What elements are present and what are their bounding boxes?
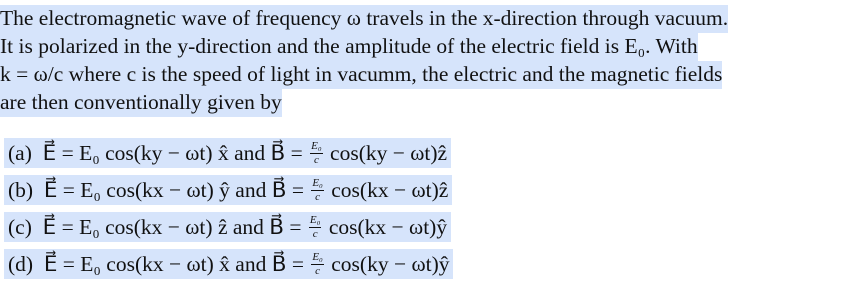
electric-field-expression: E⃗ = E₀ cos(ky − ωt) x̂ [42, 141, 229, 165]
fraction-numerator: E₀ [311, 139, 322, 152]
fraction-denominator: c [312, 227, 318, 240]
option-label: (a) [8, 141, 32, 165]
option-c[interactable] [4, 212, 844, 249]
amplitude-fraction [311, 252, 324, 277]
option-a[interactable] [4, 138, 844, 175]
question-line-text: The electromagnetic wave of frequency ω travels in the x-direction through vacuum. [0, 5, 728, 33]
magnetic-field-lhs: B⃗ = [269, 215, 302, 239]
fraction-denominator: c [313, 153, 319, 166]
answer-options [4, 138, 844, 286]
option-label: (d) [8, 252, 34, 276]
magnetic-field-expression: cos(ky − ωt)ŷ [331, 252, 450, 276]
question-line [0, 60, 846, 88]
question-line-text: k = ω/c where c is the speed of light in vacumm, the electric and the magnetic fields [0, 61, 722, 89]
magnetic-field-expression: cos(kx − ωt)ŷ [328, 215, 448, 239]
option-c-highlight [4, 212, 451, 242]
electric-field-expression: E⃗ = E₀ cos(kx − ωt) ẑ [42, 215, 228, 239]
question-line [0, 88, 846, 116]
question-line-text: are then conventionally given by [0, 89, 282, 117]
option-a-highlight [4, 138, 451, 168]
amplitude-fraction [311, 178, 324, 203]
fraction-numerator: E₀ [312, 176, 323, 189]
option-b[interactable] [4, 175, 844, 212]
option-label: (b) [8, 178, 34, 202]
amplitude-fraction [310, 141, 323, 166]
fraction-denominator: c [315, 190, 321, 203]
question-paragraph [0, 4, 846, 116]
magnetic-field-expression: cos(kx − ωt)ẑ [331, 178, 449, 202]
option-d[interactable] [4, 249, 844, 286]
question-line [0, 32, 846, 60]
connector-word: and [235, 178, 267, 202]
option-b-highlight [4, 175, 452, 205]
magnetic-field-lhs: B⃗ = [270, 141, 303, 165]
fraction-denominator: c [315, 264, 321, 277]
magnetic-field-expression: cos(ky − ωt)ẑ [330, 141, 448, 165]
option-d-highlight [4, 249, 453, 279]
question-line-text: It is polarized in the y-direction and the amplitude of the electric field is E₀. With [0, 33, 698, 61]
connector-word: and [232, 215, 264, 239]
electric-field-expression: E⃗ = E₀ cos(kx − ωt) x̂ [43, 252, 230, 276]
option-label: (c) [8, 215, 32, 239]
fraction-numerator: E₀ [312, 250, 323, 263]
electric-field-expression: E⃗ = E₀ cos(kx − ωt) ŷ [43, 178, 230, 202]
question-line [0, 4, 846, 32]
fraction-numerator: E₀ [309, 213, 321, 226]
amplitude-fraction [309, 215, 322, 240]
magnetic-field-lhs: B⃗ = [271, 252, 304, 276]
magnetic-field-lhs: B⃗ = [271, 178, 304, 202]
connector-word: and [234, 141, 266, 165]
connector-word: and [235, 252, 267, 276]
